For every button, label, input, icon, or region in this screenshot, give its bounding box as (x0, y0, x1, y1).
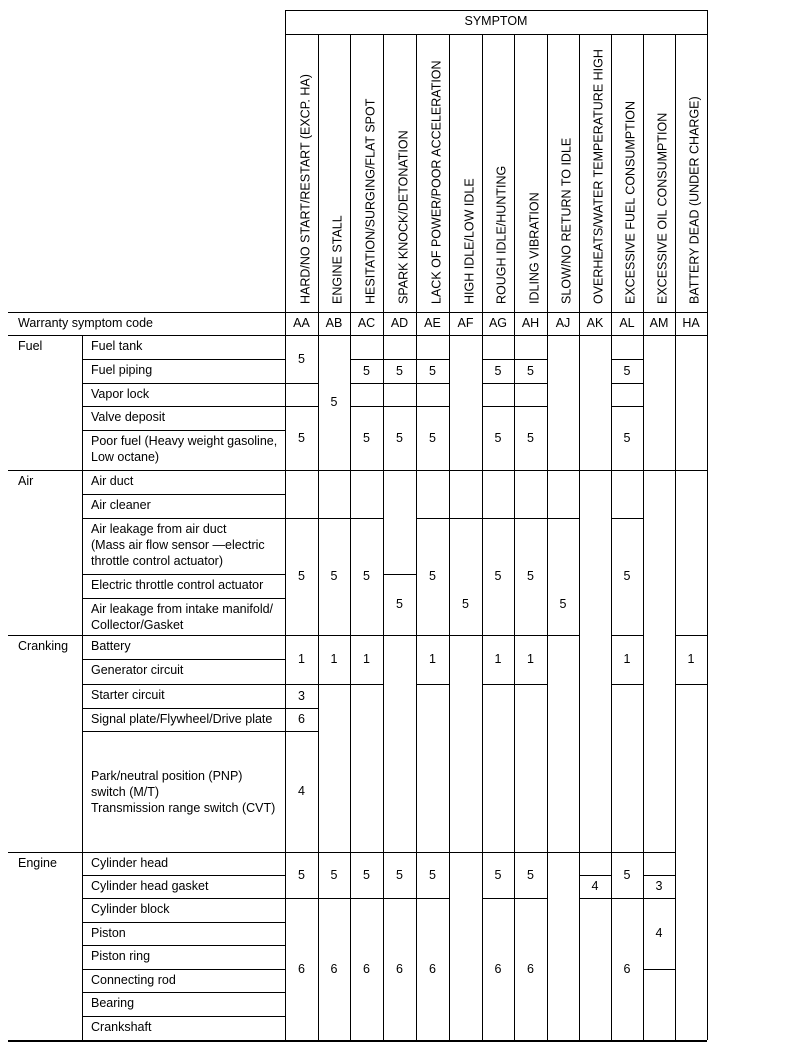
grid-line (82, 945, 285, 946)
group-label: Fuel (18, 339, 43, 353)
grid-line (514, 852, 547, 853)
warranty-code: AH (521, 316, 540, 330)
component-label: Battery (91, 639, 131, 653)
symptom-rating: 3 (298, 688, 305, 703)
symptom-rating: 5 (396, 867, 403, 882)
grid-line (675, 684, 707, 685)
symptom-rating: 5 (363, 867, 370, 882)
grid-line (547, 635, 579, 636)
grid-line (285, 383, 318, 384)
grid-line (350, 898, 383, 899)
grid-line (350, 684, 383, 685)
symptom-name: IDLING VIBRATION (527, 192, 541, 304)
grid-line (611, 684, 643, 685)
symptom-rating: 5 (396, 363, 403, 378)
grid-line (514, 383, 547, 384)
grid-line (482, 34, 483, 1040)
symptom-rating: 4 (655, 926, 663, 940)
symptom-name: LACK OF POWER/POOR ACCELERATION (429, 60, 443, 304)
grid-line (82, 992, 285, 993)
group-label: Air (18, 474, 34, 488)
grid-line (82, 574, 285, 575)
symptom-column-header (547, 36, 579, 311)
grid-line (675, 470, 707, 471)
grid-line (8, 312, 707, 313)
grid-line (350, 518, 383, 519)
component-label: Park/neutral position (PNP) switch (M/T) Transmission range switch (CVT) (91, 768, 276, 815)
component-label: Vapor lock (91, 387, 150, 401)
grid-line (285, 518, 318, 519)
symptom-rating: 5 (298, 569, 305, 583)
grid-line (547, 34, 548, 1040)
symptom-rating: 4 (591, 879, 599, 893)
warranty-code: AB (325, 316, 343, 330)
grid-line (350, 635, 383, 636)
symptom-rating: 5 (298, 430, 305, 445)
symptom-header-title: SYMPTOM (464, 14, 528, 28)
symptom-rating: 5 (527, 430, 534, 445)
grid-line (82, 875, 285, 876)
component-label: Piston (91, 926, 126, 940)
grid-line (547, 470, 579, 471)
grid-line (482, 383, 514, 384)
grid-line (643, 969, 675, 970)
symptom-rating: 5 (396, 430, 403, 445)
symptom-rating: 5 (494, 363, 502, 378)
symptom-rating: 6 (623, 961, 631, 976)
group-label: Engine (18, 856, 57, 870)
symptom-rating: 1 (527, 652, 534, 666)
symptom-rating: 5 (429, 867, 436, 882)
grid-line (82, 922, 285, 923)
grid-line (82, 684, 285, 685)
symptom-rating: 5 (330, 569, 338, 583)
grid-line (82, 406, 285, 407)
grid-line (482, 406, 514, 407)
grid-line (514, 684, 547, 685)
component-label: Electric throttle control actuator (91, 578, 264, 592)
component-label: Poor fuel (Heavy weight gasoline, Low octane) (91, 434, 278, 464)
grid-line (350, 406, 383, 407)
grid-line (318, 518, 350, 519)
grid-line (82, 731, 285, 732)
grid-line (285, 470, 318, 471)
grid-line (285, 684, 318, 685)
grid-line (82, 335, 83, 1040)
symptom-column-header (579, 36, 611, 311)
symptom-rating: 5 (363, 430, 370, 445)
component-label: Crankshaft (91, 1020, 152, 1034)
symptom-rating: 5 (623, 430, 631, 445)
symptom-column-header (416, 36, 449, 311)
symptom-rating: 5 (429, 430, 436, 445)
symptom-rating: 6 (330, 961, 338, 976)
grid-line (416, 34, 417, 1040)
symptom-rating: 5 (623, 867, 631, 882)
symptom-name: BATTERY DEAD (UNDER CHARGE) (687, 96, 702, 304)
grid-line (643, 852, 675, 853)
symptom-name: SPARK KNOCK/DETONATION (396, 130, 410, 304)
symptom-rating: 5 (396, 597, 403, 611)
symptom-name: EXCESSIVE FUEL CONSUMPTION (623, 100, 638, 304)
grid-line (449, 34, 450, 1040)
symptom-name: EXCESSIVE OIL CONSUMPTION (655, 112, 670, 304)
symptom-column-header (482, 36, 514, 311)
symptom-column-header (449, 36, 482, 311)
grid-line (318, 635, 350, 636)
warranty-code: AG (488, 316, 508, 330)
symptom-column-header (285, 36, 318, 311)
warranty-symptom-code-label: Warranty symptom code (18, 316, 153, 330)
symptom-rating: 5 (623, 569, 631, 583)
grid-line (514, 470, 547, 471)
symptom-rating: 1 (623, 652, 631, 666)
component-label: Connecting rod (91, 973, 176, 987)
symptom-rating: 1 (494, 652, 502, 666)
grid-line (611, 470, 643, 471)
symptom-name: ENGINE STALL (330, 215, 345, 304)
symptom-column-header (675, 36, 707, 311)
grid-line (449, 635, 482, 636)
grid-line (82, 598, 285, 599)
grid-line (611, 635, 643, 636)
grid-line (383, 635, 416, 636)
grid-line (383, 359, 416, 360)
grid-line (82, 359, 285, 360)
symptom-rating: 5 (494, 867, 502, 882)
grid-line (482, 518, 514, 519)
grid-line (611, 406, 643, 407)
component-label: Fuel tank (91, 339, 143, 353)
component-label: Starter circuit (91, 688, 165, 702)
grid-line (611, 34, 612, 1040)
grid-line (350, 852, 383, 853)
grid-line (383, 34, 384, 1040)
grid-line (611, 852, 643, 853)
component-label: Cylinder head gasket (91, 879, 209, 893)
component-label: Air cleaner (91, 498, 151, 512)
component-label: Bearing (91, 996, 135, 1010)
grid-line (416, 470, 449, 471)
grid-line (383, 574, 416, 575)
symptom-rating: 5 (330, 395, 338, 409)
grid-line (82, 383, 285, 384)
symptom-column-header (611, 36, 643, 311)
grid-line (82, 659, 285, 660)
grid-line (579, 852, 611, 853)
grid-line (350, 383, 383, 384)
warranty-code: AC (357, 316, 376, 330)
grid-line (82, 518, 285, 519)
grid-line (82, 430, 285, 431)
grid-line (643, 898, 675, 899)
symptom-rating: 5 (527, 569, 534, 583)
symptom-name: HARD/NO START/RESTART (EXCP. HA) (298, 74, 312, 304)
grid-line (611, 898, 643, 899)
warranty-code: AF (457, 316, 474, 330)
grid-line (416, 383, 449, 384)
grid-line (285, 635, 318, 636)
warranty-code: AD (390, 316, 409, 330)
symptom-rating: 5 (363, 363, 370, 378)
grid-line (707, 10, 708, 1040)
grid-line (449, 518, 482, 519)
grid-line (482, 359, 514, 360)
grid-line (285, 852, 318, 853)
grid-line (285, 708, 318, 709)
grid-line (416, 635, 449, 636)
symptom-rating: 5 (462, 597, 469, 611)
grid-line (318, 898, 350, 899)
grid-line (318, 852, 350, 853)
symptom-rating: 6 (363, 961, 370, 976)
grid-line (416, 898, 449, 899)
symptom-column-header (383, 36, 416, 311)
grid-line (579, 470, 611, 471)
grid-line (675, 635, 707, 636)
symptom-name: HIGH IDLE/LOW IDLE (462, 178, 476, 304)
symptom-rating: 6 (396, 961, 403, 976)
symptom-rating: 1 (330, 652, 338, 666)
symptom-column-header (514, 36, 547, 311)
symptom-column-header (643, 36, 675, 311)
grid-line (579, 875, 611, 876)
grid-line (82, 1016, 285, 1017)
symptom-rating: 5 (429, 363, 436, 378)
grid-line (82, 708, 285, 709)
symptom-rating: 5 (559, 597, 567, 611)
grid-line (8, 335, 707, 336)
symptom-rating: 5 (494, 569, 502, 583)
grid-line (416, 852, 449, 853)
symptom-rating: 1 (363, 652, 370, 666)
symptom-rating: 6 (429, 961, 436, 976)
grid-line (416, 684, 449, 685)
symptom-rating: 5 (298, 351, 305, 366)
grid-line (675, 34, 676, 1040)
grid-line (611, 518, 643, 519)
symptom-name: HESITATION/SURGING/FLAT SPOT (363, 98, 377, 304)
grid-line (383, 470, 416, 471)
warranty-code: AK (586, 316, 604, 330)
warranty-code: AA (293, 316, 310, 330)
grid-line (514, 406, 547, 407)
symptom-rating: 5 (623, 363, 631, 378)
warranty-code: AM (649, 316, 669, 330)
grid-line (482, 898, 514, 899)
grid-line (82, 494, 285, 495)
grid-line (285, 10, 286, 1040)
component-label: Piston ring (91, 949, 151, 963)
grid-line (482, 635, 514, 636)
symptom-rating: 5 (330, 867, 338, 882)
component-label: Signal plate/Flywheel/Drive plate (91, 712, 273, 726)
symptom-rating: 1 (687, 652, 695, 666)
grid-line (547, 852, 579, 853)
symptom-rating: 1 (298, 652, 305, 666)
grid-line (579, 898, 611, 899)
grid-line (611, 359, 643, 360)
component-label: Valve deposit (91, 410, 166, 424)
grid-line (514, 898, 547, 899)
grid-line (285, 406, 318, 407)
symptom-rating: 5 (527, 867, 534, 882)
symptom-rating: 5 (429, 569, 436, 583)
symptom-column-header (350, 36, 383, 311)
grid-line (514, 34, 515, 1040)
grid-line (643, 875, 675, 876)
grid-line (416, 359, 449, 360)
grid-line (8, 1040, 707, 1042)
symptom-rating: 1 (429, 652, 436, 666)
component-label: Air leakage from air duct (Mass air flow sensor —electric throttle control actuator) (91, 522, 265, 568)
grid-line (318, 34, 319, 1040)
grid-line (285, 10, 707, 11)
grid-line (82, 898, 285, 899)
grid-line (611, 383, 643, 384)
symptom-rating: 5 (363, 569, 370, 583)
grid-line (383, 406, 416, 407)
symptom-rating: 3 (655, 879, 663, 893)
grid-line (350, 470, 383, 471)
symptom-rating: 5 (298, 867, 305, 882)
grid-line (482, 852, 514, 853)
component-label: Cylinder block (91, 902, 170, 916)
grid-line (514, 635, 547, 636)
grid-line (285, 898, 318, 899)
symptom-rating: 6 (527, 961, 534, 976)
grid-line (514, 359, 547, 360)
warranty-code: HA (682, 316, 700, 330)
symptom-column-header (318, 36, 350, 311)
symptom-rating: 4 (298, 784, 305, 798)
grid-line (82, 969, 285, 970)
grid-line (643, 470, 675, 471)
warranty-code: AL (619, 316, 635, 330)
symptom-rating: 6 (298, 961, 305, 976)
grid-line (482, 684, 514, 685)
grid-line (383, 852, 416, 853)
component-label: Generator circuit (91, 663, 184, 677)
symptom-rating: 6 (494, 961, 502, 976)
warranty-code: AE (424, 316, 441, 330)
symptom-rating: 6 (298, 712, 305, 726)
grid-line (416, 518, 449, 519)
component-label: Fuel piping (91, 363, 153, 377)
grid-line (8, 470, 285, 471)
symptom-rating: 5 (494, 430, 502, 445)
component-label: Air duct (91, 474, 134, 488)
grid-line (350, 359, 383, 360)
grid-line (383, 383, 416, 384)
grid-line (449, 852, 482, 853)
symptom-name: SLOW/NO RETURN TO IDLE (559, 137, 574, 304)
component-label: Air leakage from intake manifold/ Collector/Gasket (91, 602, 274, 632)
grid-line (449, 470, 482, 471)
component-label: Cylinder head (91, 856, 169, 870)
grid-line (8, 852, 285, 853)
grid-line (547, 518, 579, 519)
group-label: Cranking (18, 639, 69, 653)
grid-line (514, 518, 547, 519)
grid-line (318, 684, 350, 685)
symptom-rating: 5 (527, 363, 534, 378)
grid-line (285, 731, 318, 732)
warranty-code: AJ (555, 316, 571, 330)
symptom-name: OVERHEATS/WATER TEMPERATURE HIGH (591, 49, 606, 304)
grid-line (482, 470, 514, 471)
grid-line (416, 406, 449, 407)
grid-line (350, 34, 351, 1040)
grid-line (318, 470, 350, 471)
grid-line (383, 898, 416, 899)
symptom-name: ROUGH IDLE/HUNTING (494, 165, 509, 304)
grid-line (8, 635, 285, 636)
